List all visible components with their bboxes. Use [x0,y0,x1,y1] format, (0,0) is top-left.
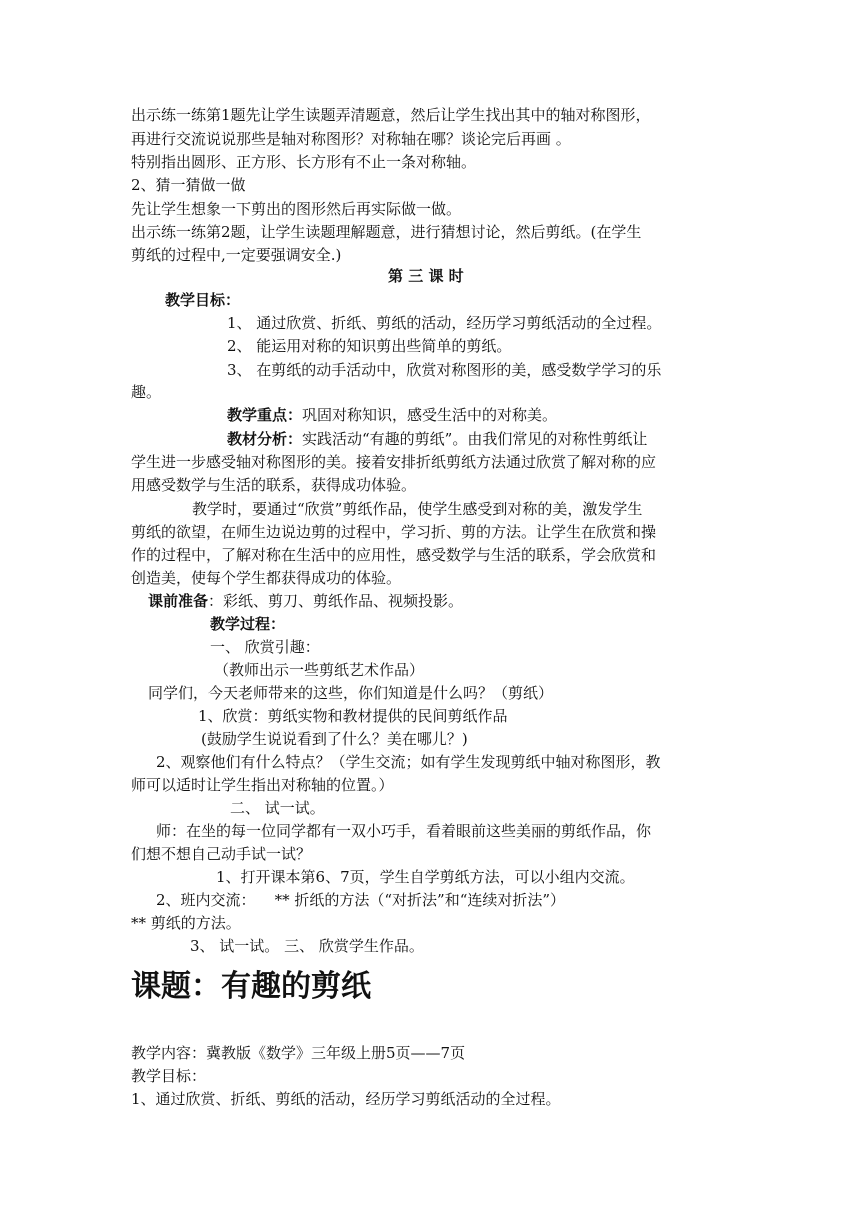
goal-item: 1、 通过欣赏、折纸、剪纸的活动，经历学习剪纸活动的全过程。 [227,314,662,332]
analysis-line [227,428,647,450]
goal-item: 1、通过欣赏、折纸、剪纸的活动，经历学习剪纸活动的全过程。 [131,1090,561,1108]
paragraph-line: 3、 试一试。 三、 欣赏学生作品。 [190,937,424,955]
paragraph-line: 教学内容：冀教版《数学》三年级上册5页——7页 [131,1044,466,1062]
goals-label: 教学目标： [131,1067,207,1085]
paragraph-line: 特别指出圆形、正方形、长方形有不止一条对称轴。 [131,153,477,171]
section-label: 2、猜一猜做一做 [131,176,246,194]
step-heading: 二、 试一试。 [230,799,325,817]
paragraph-line: 学生进一步感受轴对称图形的美。接着安排折纸剪纸方法通过欣赏了解对称的应 [131,453,657,471]
analysis-label: 教材分析： [227,430,303,448]
paragraph-line: 作的过程中，了解对称在生活中的应用性，感受数学与生活的联系，学会欣赏和 [131,546,657,564]
focus-label: 教学重点： [227,406,303,424]
step-heading: 一、 欣赏引趣： [210,638,320,656]
paragraph-line: 们想不想自己动手试一试？ [131,845,312,863]
lesson-heading: 课题：有趣的剪纸 [131,969,371,1004]
paragraph-line: 剪纸的过程中,一定要强调安全.) [131,246,342,264]
analysis-text: 实践活动“有趣的剪纸”。由我们常见的对称性剪纸让 [302,430,648,448]
paragraph-line: 1、打开课本第6、7页，学生自学剪纸方法，可以小组内交流。 [216,868,635,886]
paragraph-line: 师可以适时让学生指出对称轴的位置。） [131,776,394,794]
goal-item-continuation: 趣。 [131,383,162,401]
goal-item: 2、 能运用对称的知识剪出些简单的剪纸。 [227,337,512,355]
focus-text: 巩固对称知识，感受生活中的对称美。 [302,406,558,424]
prep-line [148,590,463,612]
prep-label: 课前准备 [148,592,209,610]
paragraph-line: 师：在坐的每一位同学都有一双小巧手，看着眼前这些美丽的剪纸作品，你 [156,822,652,840]
paragraph-line: 用感受数学与生活的联系，获得成功体验。 [131,476,417,494]
paragraph-line: 1、欣赏：剪纸实物和教材提供的民间剪纸作品 [198,707,508,725]
paragraph-line: 创造美，使每个学生都获得成功的体验。 [131,569,402,587]
prep-text: ：彩纸、剪刀、剪纸作品、视频投影。 [208,592,464,610]
paragraph-line: (鼓励学生说说看到了什么？美在哪儿？) [201,730,468,748]
paragraph-line: 同学们，今天老师带来的这些，你们知道是什么吗？（剪纸） [148,684,554,702]
paragraph-line: 2、班内交流： ** 折纸的方法（“对折法”和“连续对折法”） [156,891,566,909]
paragraph-line: 剪纸的欲望，在师生边说边剪的过程中，学习折、剪的方法。让学生在欣赏和操 [131,523,657,541]
process-label: 教学过程： [210,615,286,633]
goals-label: 教学目标： [165,291,241,309]
goal-item: 3、 在剪纸的动手活动中，欣赏对称图形的美，感受数学学习的乐 [227,361,662,379]
paragraph-line: 2、观察他们有什么特点？（学生交流；如有学生发现剪纸中轴对称图形，教 [156,753,661,771]
focus-line [227,404,557,426]
paragraph-line: （教师出示一些剪纸艺术作品） [214,661,425,679]
paragraph-line: 教学时，要通过“欣赏”剪纸作品，使学生感受到对称的美，激发学生 [192,500,643,518]
lesson-title: 第 三 课 时 [388,267,464,285]
paragraph-line: 先让学生想象一下剪出的图形然后再实际做一做。 [131,200,462,218]
paragraph-line: ** 剪纸的方法。 [131,914,241,932]
paragraph-line: 出示练一练第2题，让学生读题理解题意，进行猜想讨论，然后剪纸。(在学生 [131,223,642,241]
paragraph-line: 再进行交流说说那些是轴对称图形？对称轴在哪？谈论完后再画 。 [131,130,571,148]
paragraph-line: 出示练一练第1题先让学生读题弄清题意，然后让学生找出其中的轴对称图形， [131,106,651,124]
